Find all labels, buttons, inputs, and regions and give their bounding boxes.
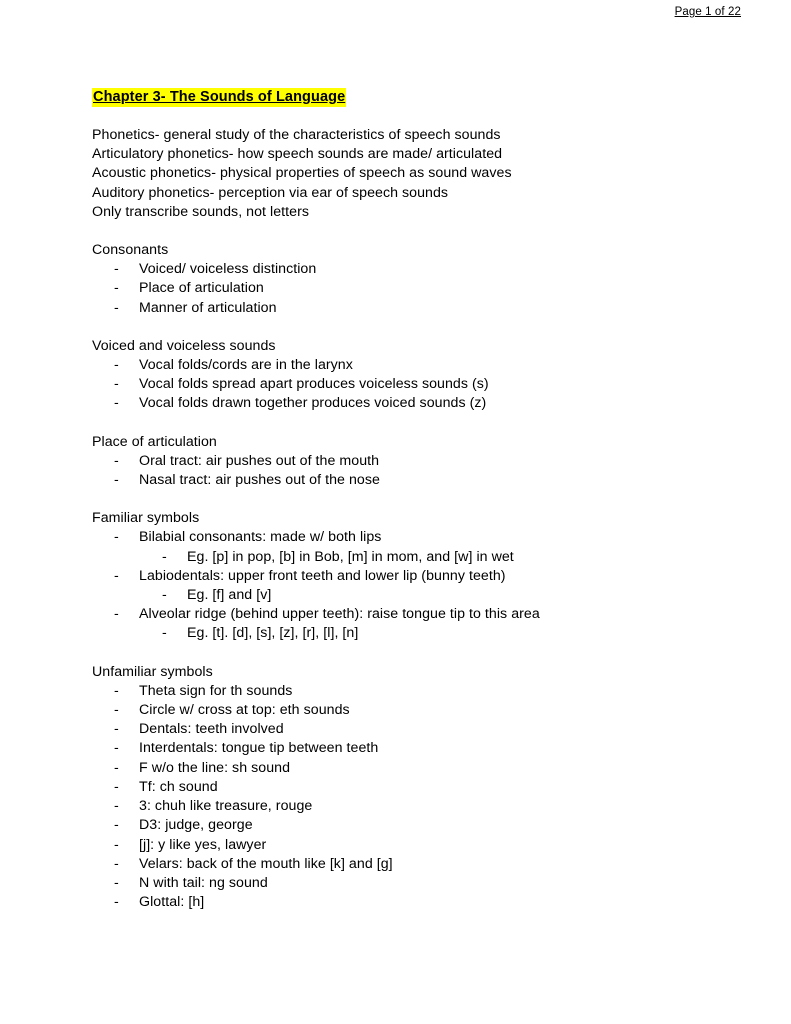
list-item-label: Glottal: [h] — [139, 894, 205, 911]
list-item — [92, 759, 732, 778]
list-item — [92, 605, 732, 624]
bullet-dash-icon: - — [114, 682, 119, 699]
list-item-label: Theta sign for th sounds — [139, 682, 293, 699]
bullet-dash-icon: - — [114, 606, 119, 623]
section — [92, 241, 732, 318]
list-item-label: Interdentals: tongue tip between teeth — [139, 740, 379, 757]
list-item — [92, 816, 732, 835]
bullet-dash-icon: - — [114, 817, 119, 834]
bullet-dash-icon: - — [114, 874, 119, 891]
section-heading: Familiar symbols — [92, 510, 200, 527]
section — [92, 663, 732, 913]
list-item — [92, 528, 732, 547]
list-item-label: F w/o the line: sh sound — [139, 759, 291, 776]
list-item-label: Alveolar ridge (behind upper teeth): raise tongue tip to this area — [139, 606, 540, 623]
list-item-label: Eg. [f] and [v] — [187, 587, 272, 604]
list-item-label: Manner of articulation — [139, 299, 277, 316]
spacer-after-title — [92, 107, 732, 126]
list-item-label: Eg. [p] in pop, [b] in Bob, [m] in mom, and [w] in wet — [187, 548, 514, 565]
list-item-label: Vocal folds/cords are in the larynx — [139, 357, 353, 374]
bullet-dash-icon: - — [114, 894, 119, 911]
section-spacer — [92, 318, 732, 337]
section-spacer — [92, 490, 732, 509]
intro-line: Auditory phonetics- perception via ear of speech sounds — [92, 184, 449, 201]
list-item-label: Eg. [t]. [d], [s], [z], [r], [l], [n] — [187, 625, 359, 642]
bullet-dash-icon: - — [114, 798, 119, 815]
bullet-dash-icon: - — [114, 452, 119, 469]
list-item — [92, 548, 732, 567]
list-item — [92, 797, 732, 816]
intro-line: Phonetics- general study of the characteristics of speech sounds — [92, 127, 501, 143]
list-item — [92, 452, 732, 471]
list-item — [92, 375, 732, 394]
bullet-dash-icon: - — [162, 587, 167, 604]
intro-line: Only transcribe sounds, not letters — [92, 203, 310, 220]
list-item-label: N with tail: ng sound — [139, 874, 268, 891]
list-item — [92, 701, 732, 720]
bullet-dash-icon: - — [114, 740, 119, 757]
list-item-label: 3: chuh like treasure, rouge — [139, 798, 313, 815]
bullet-dash-icon: - — [114, 376, 119, 393]
bullet-dash-icon: - — [114, 759, 119, 776]
list-item-label: [j]: y like yes, lawyer — [139, 836, 267, 853]
section-spacer — [92, 222, 732, 241]
list-item — [92, 778, 732, 797]
page-title: Chapter 3- The Sounds of Language — [93, 89, 346, 105]
list-item — [92, 567, 732, 586]
intro-line: Acoustic phonetics- physical properties of speech as sound waves — [92, 165, 512, 182]
list-item — [92, 874, 732, 893]
list-item-label: Nasal tract: air pushes out of the nose — [139, 472, 380, 489]
list-item-label: Tf: ch sound — [139, 778, 218, 795]
list-item — [92, 471, 732, 490]
chapter-title-block — [92, 88, 732, 107]
section-heading: Unfamiliar symbols — [92, 663, 213, 680]
document-body — [92, 88, 732, 912]
list-item — [92, 299, 732, 318]
bullet-dash-icon: - — [114, 472, 119, 489]
list-item-label: Place of articulation — [139, 280, 264, 297]
page-number-header: Page 1 of 22 — [674, 6, 741, 18]
section-heading: Place of articulation — [92, 433, 217, 450]
bullet-dash-icon: - — [114, 702, 119, 719]
section — [92, 509, 732, 643]
bullet-dash-icon: - — [162, 625, 167, 642]
list-item — [92, 739, 732, 758]
bullet-dash-icon: - — [114, 395, 119, 412]
list-item — [92, 720, 732, 739]
intro-paragraph — [92, 126, 732, 222]
list-item-label: Vocal folds drawn together produces voiced sounds (z) — [139, 395, 487, 412]
section-spacer — [92, 644, 732, 663]
list-item — [92, 394, 732, 413]
list-item-label: Oral tract: air pushes out of the mouth — [139, 452, 380, 469]
bullet-dash-icon: - — [162, 548, 167, 565]
bullet-dash-icon: - — [114, 280, 119, 297]
list-item-label: Circle w/ cross at top: eth sounds — [139, 702, 350, 719]
section-heading: Consonants — [92, 242, 169, 259]
list-item — [92, 279, 732, 298]
intro-line: Articulatory phonetics- how speech sounds are made/ articulated — [92, 146, 503, 163]
list-item — [92, 855, 732, 874]
list-item — [92, 260, 732, 279]
section — [92, 337, 732, 414]
section — [92, 433, 732, 491]
section-heading: Voiced and voiceless sounds — [92, 337, 276, 354]
bullet-dash-icon: - — [114, 299, 119, 316]
sections-container — [92, 222, 732, 912]
list-item-label: D3: judge, george — [139, 817, 253, 834]
list-item-label: Dentals: teeth involved — [139, 721, 284, 738]
bullet-dash-icon: - — [114, 836, 119, 853]
list-item — [92, 624, 732, 643]
bullet-dash-icon: - — [114, 357, 119, 374]
list-item — [92, 893, 732, 912]
bullet-dash-icon: - — [114, 855, 119, 872]
bullet-dash-icon: - — [114, 778, 119, 795]
list-item-label: Vocal folds spread apart produces voiceless sounds (s) — [139, 376, 489, 393]
list-item-label: Bilabial consonants: made w/ both lips — [139, 529, 382, 546]
list-item — [92, 586, 732, 605]
list-item — [92, 356, 732, 375]
list-item — [92, 836, 732, 855]
list-item-label: Voiced/ voiceless distinction — [139, 261, 317, 278]
bullet-dash-icon: - — [114, 529, 119, 546]
list-item-label: Labiodentals: upper front teeth and lower lip (bunny teeth) — [139, 567, 506, 584]
section-spacer — [92, 414, 732, 433]
bullet-dash-icon: - — [114, 261, 119, 278]
bullet-dash-icon: - — [114, 721, 119, 738]
bullet-dash-icon: - — [114, 567, 119, 584]
list-item-label: Velars: back of the mouth like [k] and [g] — [139, 855, 393, 872]
list-item — [92, 682, 732, 701]
